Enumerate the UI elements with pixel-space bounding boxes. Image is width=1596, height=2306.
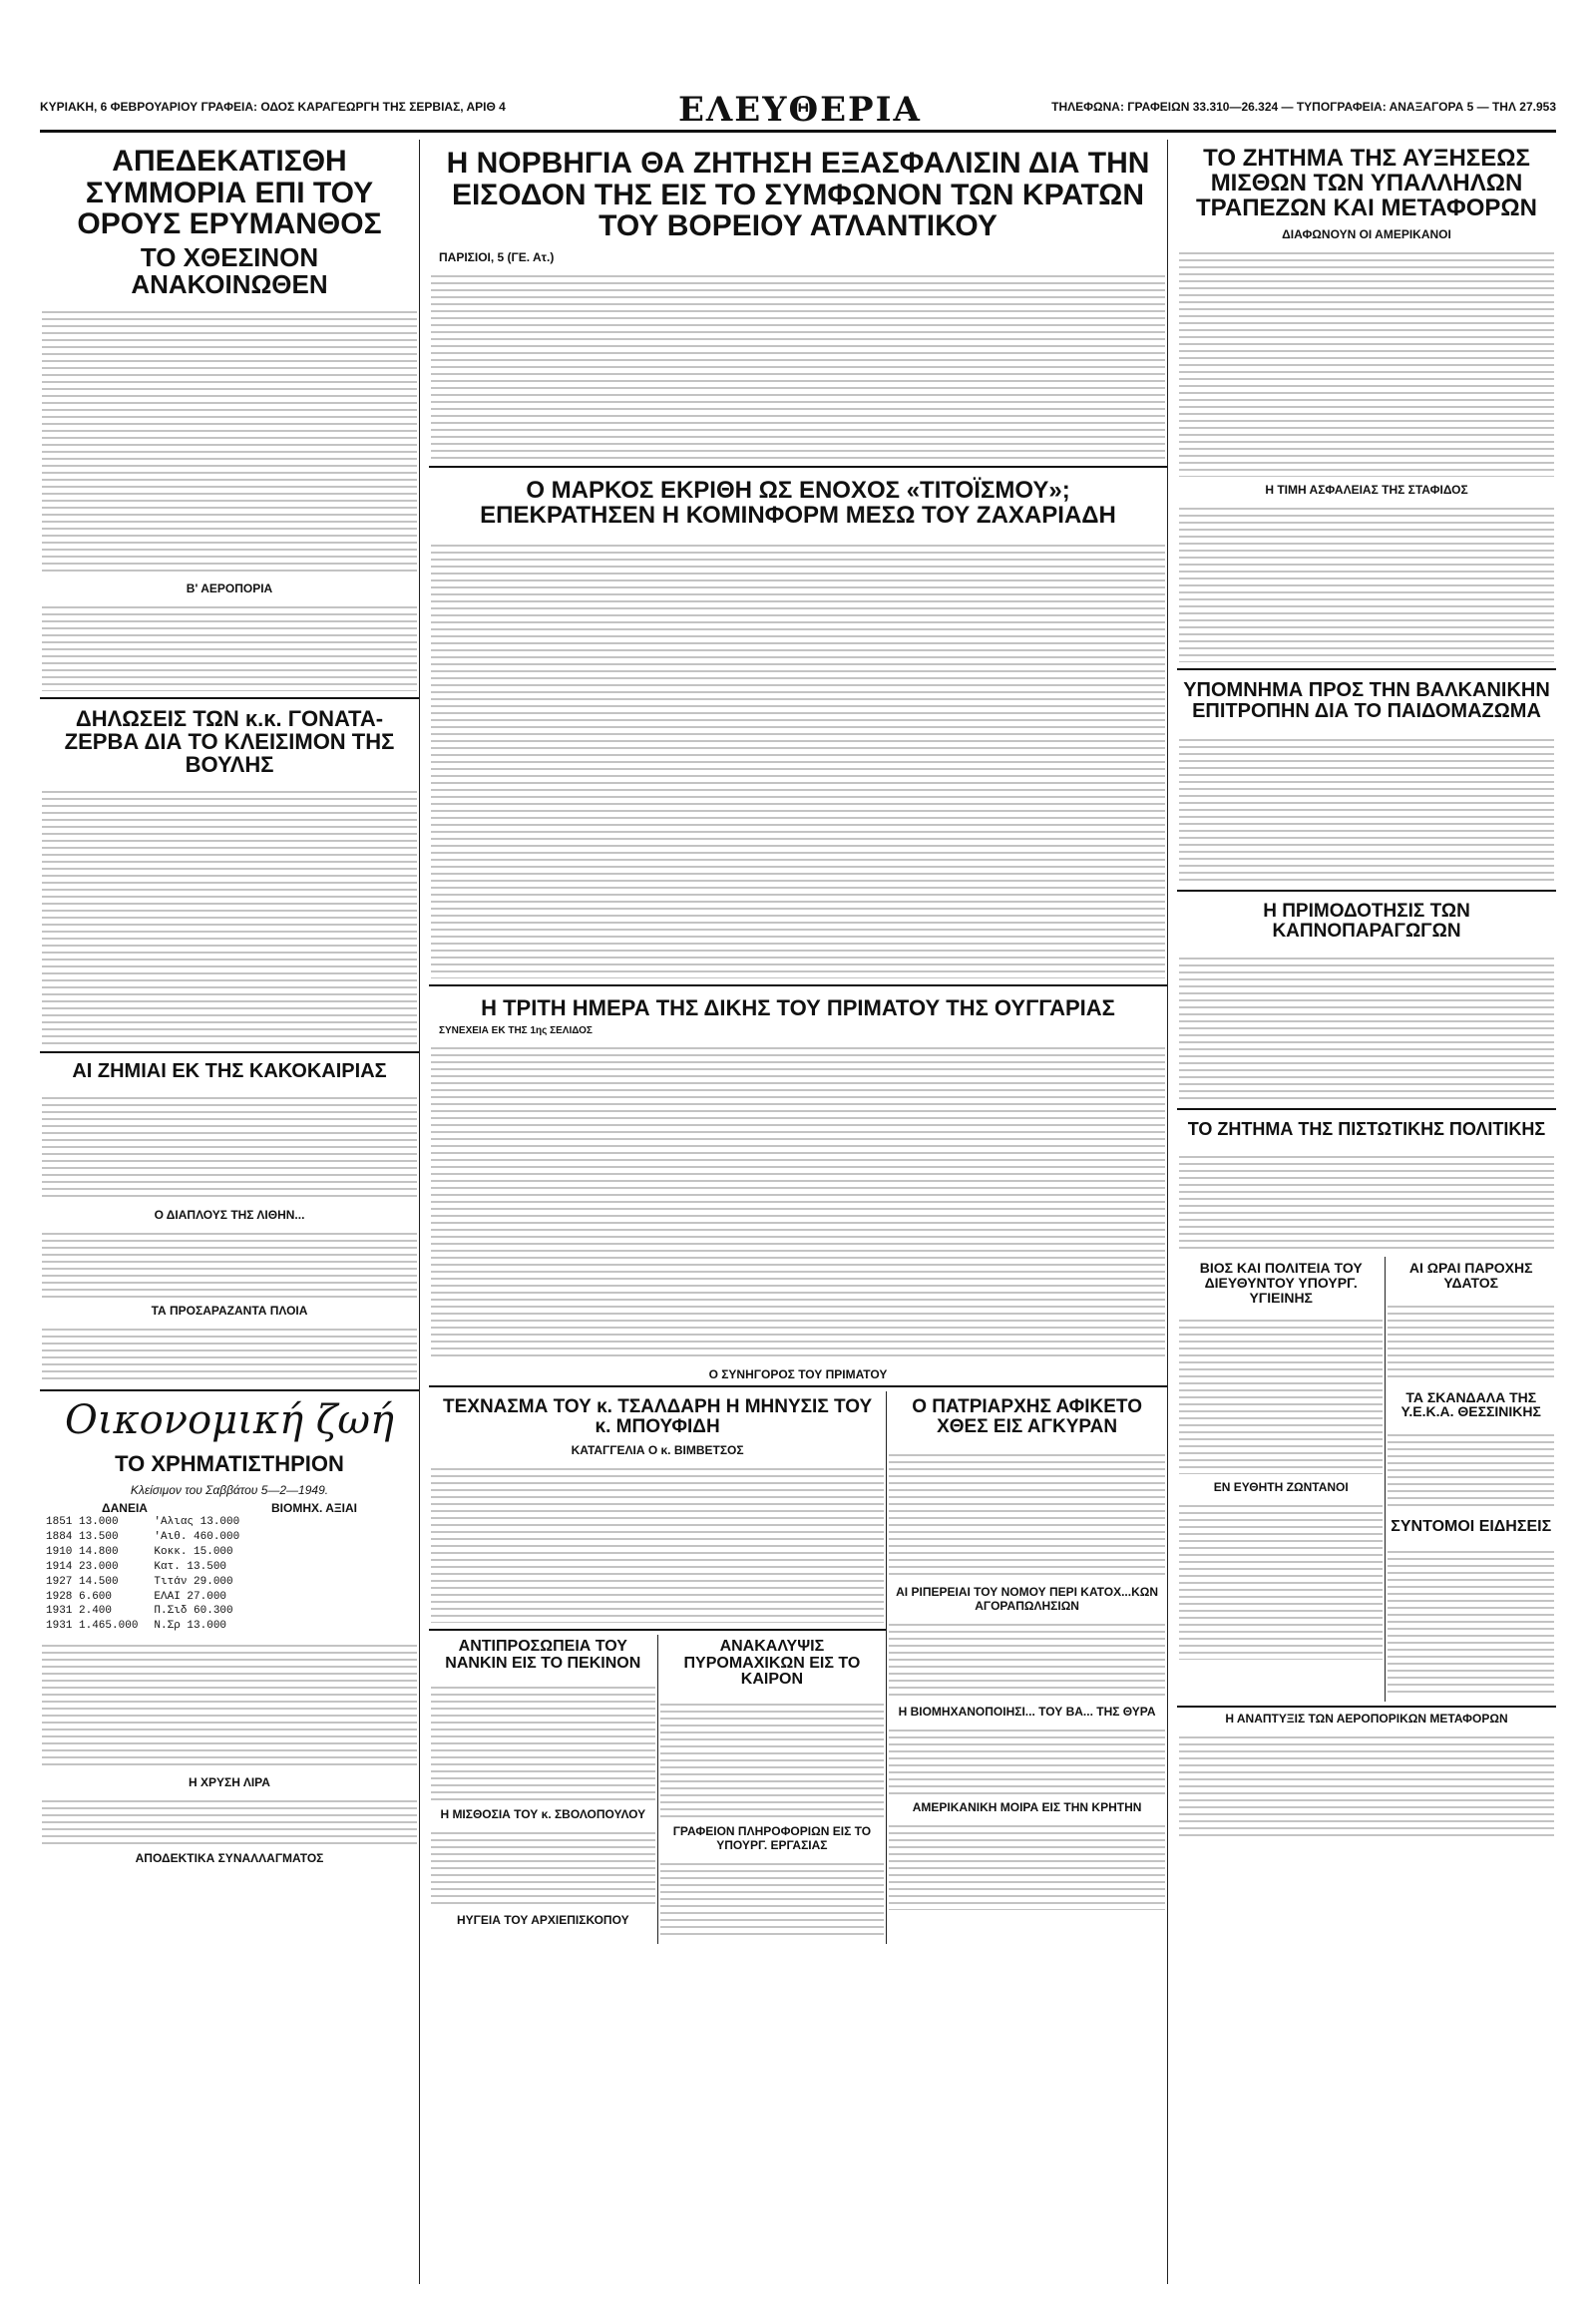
headline-norvigia: Η ΝΟΡΒΗΓΙΑ ΘΑ ΖΗΤΗΣΗ ΕΞΑΣΦΑΛΙΣΙΝ ΔΙΑ ΤΗΝ ΕΙΣΟΔΟΝ ΤΗΣ ΕΙΣ ΤΟ ΣΥΜΦΩΝΟΝ ΤΩΝ ΚΡΑΤΩΝ ΤΟΥ ΒΟΡΕΙΟΥ ΑΤΛΑΝΤΙΚΟΥ: [446, 147, 1150, 242]
headline-ores-ydatos: ΑΙ ΩΡΑΙ ΠΑΡΟΧΗΣ ΥΔΑΤΟΣ: [1408, 1260, 1533, 1292]
table-column-daneia: 1851 13.000 1884 13.500 1910 14.800 1914 23.000 1927 14.500 1928 6.600 1931 2.400 1931 1.465.000: [46, 1516, 139, 1633]
subhead-stafida: Η ΤΙΜΗ ΑΣΦΑΛΕΙΑΣ ΤΗΣ ΣΤΑΦΙΔΟΣ: [1265, 482, 1468, 497]
subhead-svolopoulou: Η ΜΙΣΘΟΣΙΑ ΤΟΥ κ. ΣΒΟΛΟΠΟΥΛΟΥ: [440, 1807, 646, 1822]
headline-kapnoparagogoi: Η ΠΡΙΜΟΔΟΤΗΣΙΣ ΤΩΝ ΚΑΠΝΟΠΑΡΑΓΩΓΩΝ: [1263, 900, 1470, 942]
headline-tsaldaris: ΤΕΧΝΑΣΜΑ ΤΟΥ κ. ΤΣΑΛΔΑΡΗ Η ΜΗΝΥΣΙΣ ΤΟΥ κ. ΜΠΟΥΦΙΔΗ: [443, 1395, 873, 1437]
subhead-grafeion: ΓΡΑΦΕΙΟΝ ΠΛΗΡΟΦΟΡΙΩΝ ΕΙΣ ΤΟ ΥΠΟΥΡΓ. ΕΡΓΑΣΙΑΣ: [672, 1824, 872, 1853]
headline-pistotiki: ΤΟ ΖΗΤΗΜΑ ΤΗΣ ΠΙΣΤΩΤΙΚΗΣ ΠΟΛΙΤΙΚΗΣ: [1187, 1119, 1546, 1140]
subhead-synigoros: Ο ΣΥΝΗΓΟΡΟΣ ΤΟΥ ΠΡΙΜΑΤΟΥ: [708, 1366, 888, 1381]
subhead-xrysi-lira: Η ΧΡΥΣΗ ΛΙΡΑ: [189, 1775, 270, 1790]
title-xrimatistirion: ΤΟ ΧΡΗΜΑΤΙΣΤΗΡΙΟΝ: [115, 1451, 344, 1477]
masthead-info-left: ΚΥΡΙΑΚΗ, 6 ΦΕΒΡΟΥΑΡΙΟΥ ΓΡΑΦΕΙΑ: ΟΔΟΣ ΚΑΡΑΓΕΩΡΓΗ ΤΗΣ ΣΕΡΒΙΑΣ, ΑΡΙΘ 4: [40, 100, 506, 114]
center-column: [429, 140, 1168, 2284]
masthead-info-right: ΤΗΛΕΦΩΝΑ: ΓΡΑΦΕΙΩΝ 33.310—26.324 — ΤΥΠΟΓΡΑΦΕΙΑ: ΑΝΑΞΑΓΟΡΑ 5 — ΤΗΛ 27.953: [1051, 100, 1556, 114]
continued-label: ΣΥΝΕΧΕΙΑ ΕΚ ΤΗΣ 1ης ΣΕΛΙΔΟΣ: [439, 1024, 593, 1036]
right-column: [1177, 140, 1556, 2284]
section-aeroporia: Β' ΑΕΡΟΠΟΡΙΑ: [186, 581, 273, 596]
subhead-ploia: ΤΑ ΠΡΟΣΑΡΑΖΑΝΤΑ ΠΛΟΙΑ: [151, 1304, 308, 1319]
table-header-daneia: ΔΑΝΕΙΑ: [102, 1501, 148, 1516]
subhead-ygeia: ΗΥΓΕΙΑ ΤΟΥ ΑΡΧΙΕΠΙΣΚΟΠΟΥ: [457, 1913, 629, 1928]
subhead-ripereiai: ΑΙ ΡΙΠΕΡΕΙΑΙ ΤΟΥ ΝΟΜΟΥ ΠΕΡΙ ΚΑΤΟΧ...ΚΩΝ ΑΓΟΡΑΠΩΛΗΣΙΩΝ: [896, 1584, 1159, 1613]
headline-kakokairia: ΑΙ ΖΗΜΙΑΙ ΕΚ ΤΗΣ ΚΑΚΟΚΑΙΡΙΑΣ: [72, 1060, 387, 1083]
headline-markos: Ο ΜΑΡΚΟΣ ΕΚΡΙΘΗ ΩΣ ΕΝΟΧΟΣ «ΤΙΤΟΪΣΜΟΥ»; ΕΠΕΚΡΑΤΗΣΕΝ Η ΚΟΜΙΝΦΟΡΜ ΜΕΣΩ ΤΟΥ ΖΑΧΑΡΙΑΔΗ: [480, 476, 1116, 529]
headline-pyromaxika: ΑΝΑΚΑΛΥΨΙΣ ΠΥΡΟΜΑΧΙΚΩΝ ΕΙΣ ΤΟ ΚΑΙΡΟΝ: [683, 1637, 861, 1689]
headline-symmoria-sub: ΤΟ ΧΘΕΣΙΝΟΝ ΑΝΑΚΟΙΝΩΘΕΝ: [131, 241, 328, 299]
subhead-aeroporikes: Η ΑΝΑΠΤΥΞΙΣ ΤΩΝ ΑΕΡΟΠΟΡΙΚΩΝ ΜΕΤΑΦΟΡΩΝ: [1225, 1711, 1508, 1726]
headline-paidomazoma: ΥΠΟΜΝΗΜΑ ΠΡΟΣ ΤΗΝ ΒΑΛΚΑΝΙΚΗΝ ΕΠΙΤΡΟΠΗΝ ΔΙΑ ΤΟ ΠΑΙΔΟΜΑΖΩΜΑ: [1183, 678, 1550, 722]
xrimatistirion-table: [40, 1515, 419, 1634]
subhead-lithin: Ο ΔΙΑΠΛΟΥΣ ΤΗΣ ΛΙΘΗΝ...: [154, 1208, 305, 1223]
section-oikonomiki-zoi: Οικονομική ζωή: [64, 1397, 395, 1444]
xrimatistirion-date: Κλείσιμον του Σαββάτου 5—2—1949.: [130, 1483, 329, 1498]
dateline-parisioi: ΠΑΡΙΣΙΟΙ, 5 (ΓΕ. Ατ.): [439, 249, 555, 264]
headline-vios-politeia: ΒΙΟΣ ΚΑΙ ΠΟΛΙΤΕΙΑ ΤΟΥ ΔΙΕΥΘΥΝΤΟΥ ΥΠΟΥΡΓ. ΥΓΙΕΙΝΗΣ: [1199, 1260, 1363, 1306]
table-column-viomix: 'Αλιας 13.000 'Αιθ. 460.000 Κοκκ. 15.000 Κατ. 13.500 Τιτάν 29.000 ΕΛΑΙ 27.000 Π.Σιδ 60.300 Ν.Σρ 13.000: [154, 1516, 240, 1633]
newspaper-title: ΕΛΕΥΘΕΡΙΑ: [678, 90, 922, 130]
headline-syntomoi: ΣΥΝΤΟΜΟΙ ΕΙΔΗΣΕΙΣ: [1391, 1518, 1552, 1536]
subhead-vimvetsos: ΚΑΤΑΓΓΕΛΙΑ Ο κ. ΒΙΜΒΕΤΣΟΣ: [571, 1442, 744, 1457]
masthead: [40, 90, 1556, 133]
headline-symmoria: ΑΠΕΔΕΚΑΤΙΣΘΗ ΣΥΜΜΟΡΙΑ ΕΠΙ ΤΟΥ ΟΡΟΥΣ ΕΡΥΜΑΝΘΟΣ: [77, 145, 382, 240]
headline-trial-primate: Η ΤΡΙΤΗ ΗΜΕΡΑ ΤΗΣ ΔΙΚΗΣ ΤΟΥ ΠΡΙΜΑΤΟΥ ΤΗΣ ΟΥΓΓΑΡΙΑΣ: [481, 994, 1115, 1020]
headline-misthoi: ΤΟ ΖΗΤΗΜΑ ΤΗΣ ΑΥΞΗΣΕΩΣ ΜΙΣΘΩΝ ΤΩΝ ΥΠΑΛΛΗΛΩΝ ΤΡΑΠΕΖΩΝ ΚΑΙ ΜΕΤΑΦΟΡΩΝ: [1196, 145, 1537, 222]
subhead-amerikaniki: ΑΜΕΡΙΚΑΝΙΚΗ ΜΟΙΡΑ ΕΙΣ ΤΗΝ ΚΡΗΤΗΝ: [912, 1799, 1142, 1814]
subhead-diafonoun: ΔΙΑΦΩΝΟΥΝ ΟΙ ΑΜΕΡΙΚΑΝΟΙ: [1282, 226, 1451, 241]
headline-nankin: ΑΝΤΙΠΡΟΣΩΠΕΙΑ ΤΟΥ ΝΑΝΚΙΝ ΕΙΣ ΤΟ ΠΕΚΙΝΟΝ: [445, 1637, 641, 1672]
subhead-zontanoi: ΕΝ ΕΥΘΗΤΗ ΖΩΝΤΑΝΟΙ: [1213, 1480, 1349, 1495]
headline-gonata-zerva: ΔΗΛΩΣΕΙΣ ΤΩΝ κ.κ. ΓΟΝΑΤΑ-ΖΕΡΒΑ ΔΙΑ ΤΟ ΚΛΕΙΣΙΜΟΝ ΤΗΣ ΒΟΥΛΗΣ: [64, 706, 395, 778]
subhead-viomixanopoiisi: Η ΒΙΟΜΗΧΑΝΟΠΟΙΗΣΙ... ΤΟΥ ΒΑ... ΤΗΣ ΘΥΡΑ: [898, 1704, 1156, 1719]
subhead-apodektika: ΑΠΟΔΕΚΤΙΚΑ ΣΥΝΑΛΛΑΓΜΑΤΟΣ: [135, 1851, 324, 1866]
left-column: [40, 140, 420, 2284]
table-header-viomix: ΒΙΟΜΗΧ. ΑΞΙΑΙ: [271, 1501, 357, 1516]
headline-patriarxis: Ο ΠΑΤΡΙΑΡΧΗΣ ΑΦΙΚΕΤΟ ΧΘΕΣ ΕΙΣ ΑΓΚΥΡΑΝ: [912, 1395, 1142, 1437]
headline-skandala: ΤΑ ΣΚΑΝΔΑΛΑ ΤΗΣ Υ.Ε.Κ.Α. ΘΕΣΣΙΝΙΚΗΣ: [1400, 1388, 1541, 1420]
